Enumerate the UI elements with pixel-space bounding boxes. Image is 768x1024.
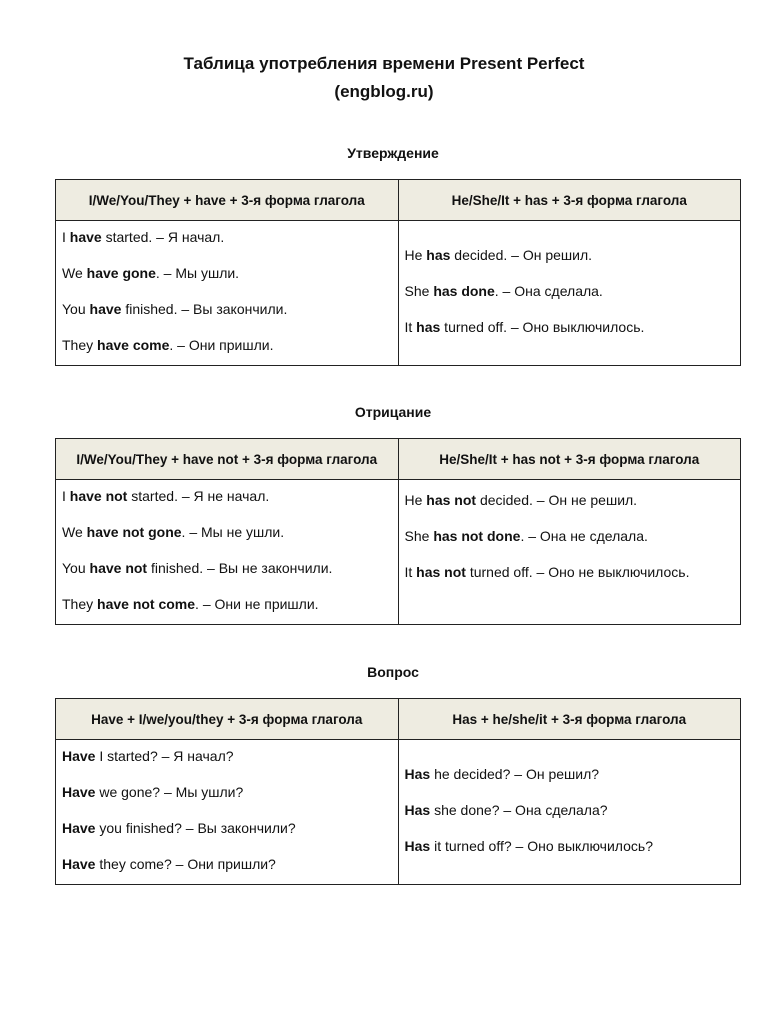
example-sentence (62, 336, 392, 354)
translation-text: – Она сделала? (499, 802, 608, 818)
example-sentence (62, 819, 392, 837)
punctuation-text: ? (502, 766, 511, 782)
example-sentence (62, 523, 392, 541)
subject-text: It (404, 564, 417, 580)
table-header-row (56, 439, 741, 480)
header-right: Has + he/she/it + 3-я форма глагола (398, 699, 741, 740)
subject-text: We (62, 265, 87, 281)
example-sentence (405, 318, 735, 336)
verb-text: I started (95, 748, 150, 764)
translation-text: – Он решил? (510, 766, 600, 782)
cell-right (398, 740, 741, 885)
verb-text: turned off (440, 319, 504, 335)
auxiliary-verb-text: Have (62, 820, 96, 836)
section-heading-question: Вопрос (367, 664, 419, 680)
auxiliary-verb-text: has not (416, 564, 466, 580)
translation-text: – Они пришли. (173, 337, 274, 353)
example-sentence (62, 300, 392, 318)
page-title: Таблица употребления времени Present Perfect (183, 54, 585, 73)
header-left: I/We/You/They + have + 3-я форма глагола (56, 180, 399, 221)
auxiliary-verb-text: have not (89, 560, 148, 576)
punctuation-text: . (174, 488, 178, 504)
table-header-row (56, 180, 741, 221)
punctuation-text: . (520, 528, 525, 544)
table-header-row (56, 699, 741, 740)
table-body-row (56, 480, 741, 625)
example-sentence (405, 246, 735, 264)
punctuation-text: . (155, 265, 160, 281)
example-sentence (62, 487, 392, 505)
translation-text: – Она не сделала. (524, 528, 648, 544)
translation-text: – Я начал? (157, 748, 234, 764)
verb-text: we gone (95, 784, 153, 800)
translation-text: – Вы закончили. (177, 301, 288, 317)
translation-text: – Мы не ушли. (185, 524, 285, 540)
punctuation-text: . (169, 337, 174, 353)
verb-text: started (127, 488, 175, 504)
punctuation-text: . (199, 560, 204, 576)
verb-text: decided (476, 492, 530, 508)
example-list (62, 480, 392, 613)
example-sentence (62, 595, 392, 613)
verb-text: finished (147, 560, 200, 576)
punctuation-text: . (529, 492, 533, 508)
cell-left (56, 221, 399, 366)
auxiliary-verb-text: has not (426, 492, 477, 508)
example-sentence (405, 282, 735, 300)
translation-text: – Оно выключилось? (511, 838, 653, 854)
example-sentence (62, 783, 392, 801)
subject-text: They (62, 337, 98, 353)
verb-text: she done (430, 802, 492, 818)
cell-right (398, 221, 741, 366)
translation-text: – Мы ушли? (160, 784, 244, 800)
translation-text: – Они не пришли. (198, 596, 319, 612)
header-right: He/She/It + has + 3-я форма глагола (398, 180, 741, 221)
auxiliary-verb-text: have come (97, 337, 170, 353)
translation-text: – Оно не выключилось. (532, 564, 690, 580)
auxiliary-verb-text: has (426, 247, 451, 263)
header-left: I/We/You/They + have not + 3-я форма глагола (56, 439, 399, 480)
punctuation-text: . (503, 319, 507, 335)
verb-text: they come (95, 856, 164, 872)
verb-text: finished (121, 301, 174, 317)
subject-text: She (404, 528, 434, 544)
auxiliary-verb-text: has done (433, 283, 495, 299)
subject-text: You (62, 560, 90, 576)
example-sentence (405, 563, 735, 581)
verb-text: you finished (95, 820, 175, 836)
header-left: Have + I/we/you/they + 3-я форма глагола (56, 699, 399, 740)
punctuation-text: ? (152, 784, 161, 800)
translation-text: – Вы закончили? (181, 820, 296, 836)
punctuation-text: . (148, 229, 153, 245)
auxiliary-verb-text: have (89, 301, 122, 317)
page-subtitle-source: (engblog.ru) (334, 82, 434, 101)
table-question (55, 698, 741, 885)
subject-text: I (62, 229, 70, 245)
punctuation-text: ? (174, 820, 182, 836)
example-list (405, 480, 735, 581)
subject-text: They (62, 596, 98, 612)
punctuation-text: . (503, 247, 508, 263)
auxiliary-verb-text: has (416, 319, 441, 335)
subject-text: It (404, 319, 417, 335)
punctuation-text: . (195, 596, 199, 612)
example-sentence (62, 855, 392, 873)
translation-text: – Он не решил. (532, 492, 638, 508)
auxiliary-verb-text: have (69, 229, 102, 245)
auxiliary-verb-text: has not done (433, 528, 521, 544)
auxiliary-verb-text: Has (404, 802, 431, 818)
punctuation-text: ? (163, 856, 172, 872)
punctuation-text: . (528, 564, 533, 580)
table-body-row (56, 740, 741, 885)
translation-text: – Они пришли? (171, 856, 276, 872)
translation-text: – Оно выключилось. (506, 319, 645, 335)
example-sentence (405, 527, 735, 545)
example-sentence (405, 491, 735, 509)
subject-text: He (404, 492, 427, 508)
example-list (62, 221, 392, 354)
section-heading-affirmative: Утверждение (347, 145, 439, 161)
table-negative (55, 438, 741, 625)
auxiliary-verb-text: Has (404, 838, 431, 854)
example-list (62, 740, 392, 873)
auxiliary-verb-text: have not gone (86, 524, 182, 540)
example-sentence (405, 765, 735, 783)
example-sentence (62, 747, 392, 765)
example-sentence (62, 264, 392, 282)
translation-text: – Она сделала. (498, 283, 603, 299)
subject-text: You (62, 301, 90, 317)
example-sentence (62, 228, 392, 246)
auxiliary-verb-text: Has (404, 766, 431, 782)
translation-text: – Я не начал. (177, 488, 270, 504)
table-body-row (56, 221, 741, 366)
auxiliary-verb-text: Have (62, 748, 96, 764)
verb-text: turned off (465, 564, 529, 580)
translation-text: – Я начал. (152, 229, 225, 245)
example-list (405, 740, 735, 855)
auxiliary-verb-text: have gone (86, 265, 156, 281)
subject-text: He (404, 247, 427, 263)
cell-left (56, 740, 399, 885)
subject-text: She (404, 283, 434, 299)
table-affirmative (55, 179, 741, 366)
header-right: He/She/It + has not + 3-я форма глагола (398, 439, 741, 480)
verb-text: decided (450, 247, 504, 263)
punctuation-text: . (494, 283, 499, 299)
verb-text: started (101, 229, 149, 245)
translation-text: – Мы ушли. (159, 265, 240, 281)
example-sentence (405, 837, 735, 855)
verb-text: it turned off (430, 838, 504, 854)
example-sentence (62, 559, 392, 577)
punctuation-text: . (173, 301, 178, 317)
translation-text: – Он решил. (507, 247, 593, 263)
auxiliary-verb-text: Have (62, 784, 96, 800)
section-heading-negative: Отрицание (354, 404, 432, 420)
example-list (405, 221, 735, 336)
cell-right (398, 480, 741, 625)
auxiliary-verb-text: Have (62, 856, 96, 872)
punctuation-text: ? (491, 802, 500, 818)
punctuation-text: ? (149, 748, 158, 764)
subject-text: I (62, 488, 70, 504)
verb-text: he decided (430, 766, 503, 782)
punctuation-text: ? (503, 838, 512, 854)
translation-text: – Вы не закончили. (203, 560, 333, 576)
punctuation-text: . (181, 524, 186, 540)
example-sentence (405, 801, 735, 819)
cell-left (56, 480, 399, 625)
auxiliary-verb-text: have not (69, 488, 128, 504)
auxiliary-verb-text: have not come (97, 596, 196, 612)
subject-text: We (62, 524, 87, 540)
